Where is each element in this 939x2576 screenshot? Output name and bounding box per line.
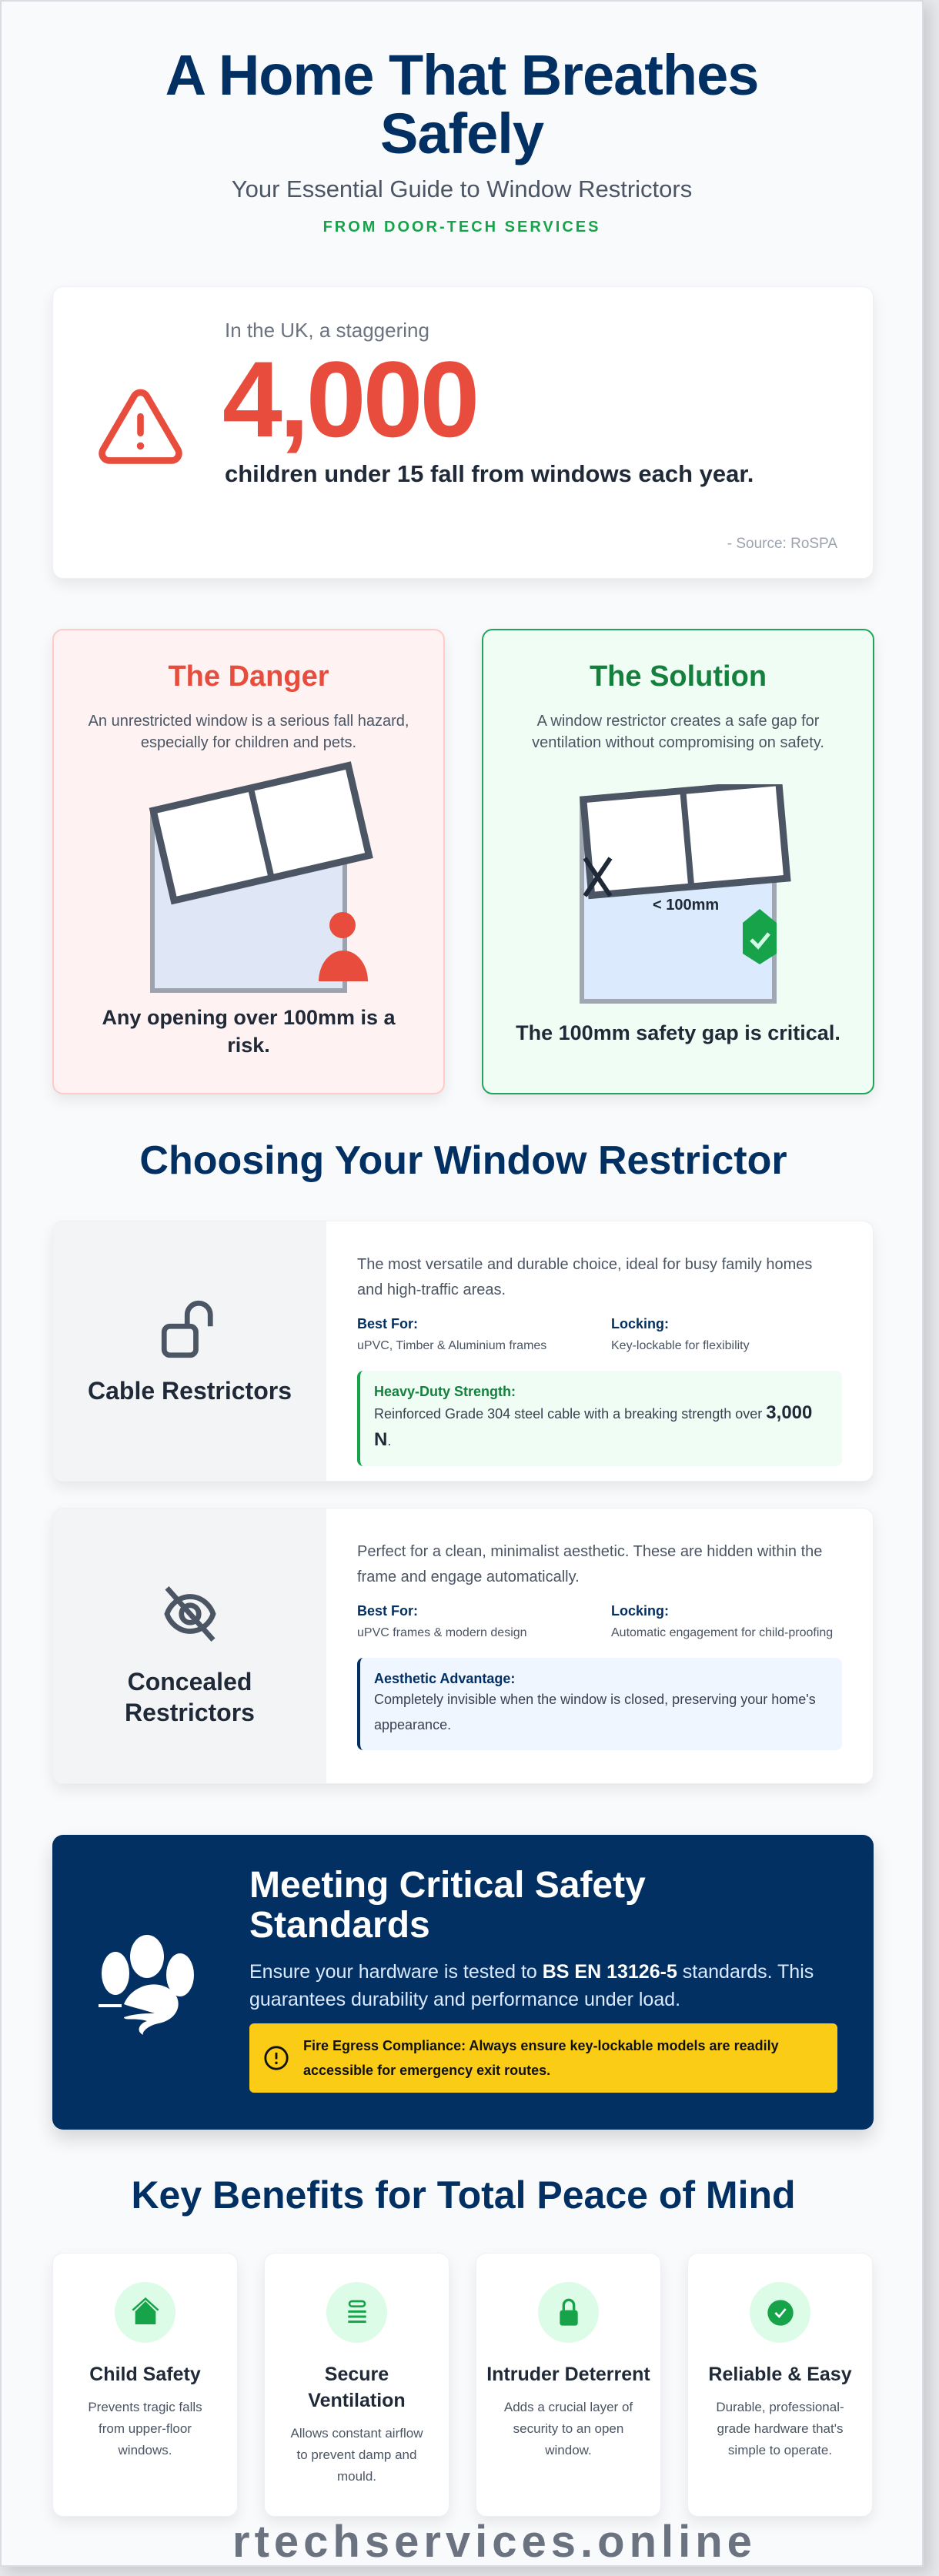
restrictor-icon-panel [53,1509,326,1783]
lock-icon [553,2297,584,2328]
best-for-label: Best For: [357,1316,419,1331]
callout-strength: 3,000 N [374,1402,813,1450]
page-title: A Home That Breathes Safely [165,43,759,165]
standards-title: Meeting Critical Safety Standards [249,1865,646,1946]
watermark: rtechservices.online [232,2517,757,2567]
statistic-card [52,286,874,579]
restrictor-details [357,1252,842,1466]
benefit-text: Allows constant airflow to prevent damp and mould. [290,2426,423,2484]
alert-circle-icon [263,2045,289,2071]
benefit-title: Intruder Deterrent [486,2364,650,2385]
callout-text: Completely invisible when the window is closed, preserving your home's appearance. [374,1692,816,1732]
stat-lead: In the UK, a staggering [225,319,429,342]
restrictor-intro: The most versatile and durable choice, ideal for busy family homes and high-traffic areas. [357,1256,813,1298]
restrictor-name: Cable Restrictors [88,1377,292,1405]
restrictor-icon-panel [53,1221,326,1481]
standards-text [249,1958,857,2013]
solution-title: The Solution [589,660,767,693]
benefit-card [264,2253,449,2517]
benefit-title: Child Safety [89,2364,201,2385]
stat-description: children under 15 fall from windows each year. [225,460,754,487]
solution-card [482,629,874,1094]
callout-text: Reinforced Grade 304 steel cable with a breaking strength over [374,1406,767,1422]
stat-number: 4,000 [222,339,477,459]
home-icon [130,2297,161,2328]
page-subtitle: Your Essential Guide to Window Restrictors [231,175,693,202]
child-figure-icon [329,912,356,938]
standards-banner [52,1835,874,2130]
check-circle-icon [765,2297,796,2328]
benefit-text: Adds a crucial layer of security to an open window. [503,2400,633,2457]
locking-value: Automatic engagement for child-proofing [611,1626,834,1639]
benefit-text: Prevents tragic falls from upper-floor windows. [88,2400,202,2457]
strength-callout [357,1371,842,1466]
eye-off-icon [155,1579,225,1649]
fire-egress-alert [249,2023,837,2093]
danger-text: An unrestricted window is a serious fall hazard, especially for children and pets. [88,713,409,751]
danger-title: The Danger [168,660,329,693]
open-window-illustration [54,760,446,998]
best-for-value: uPVC frames & modern design [357,1626,527,1639]
gap-label: < 100mm [653,897,720,914]
locking-label: Locking: [611,1316,669,1331]
benefit-title: Reliable & Easy [708,2364,852,2385]
solution-text: A window restrictor creates a safe gap for ventilation without compromising on safety. [532,713,824,751]
benefit-card [476,2253,661,2517]
benefit-card [687,2253,873,2517]
best-for-value: uPVC, Timber & Aluminium frames [357,1339,547,1352]
danger-card [52,629,445,1094]
hero [2,2,922,236]
aesthetic-callout [357,1658,842,1750]
solution-footer: The 100mm safety gap is critical. [516,1021,840,1044]
benefits-heading: Key Benefits for Total Peace of Mind [131,2173,796,2217]
benefit-text: Durable, professional-grade hardware that's simple to operate. [716,2400,844,2457]
standard-code: BS EN 13126-5 [542,1961,677,1983]
callout-title: Aesthetic Advantage: [374,1671,516,1686]
brand-tagline: FROM DOOR-TECH SERVICES [322,219,601,236]
restrictor-intro: Perfect for a clean, minimalist aesthetic. These are hidden within the frame and engage automatically. [357,1543,823,1585]
alert-text: Fire Egress Compliance: Always ensure key-lockable models are readily accessible for emergency exit routes. [303,2038,779,2078]
callout-title: Heavy-Duty Strength: [374,1384,516,1399]
standards-text-before: Ensure your hardware is tested to [249,1961,543,1983]
restrictor-card-cable [52,1221,874,1482]
restrictor-card-concealed [52,1508,874,1784]
standards-text-after: standards. This guarantees durability and performance under load. [249,1961,814,2010]
restrictor-details [357,1539,842,1750]
locking-label: Locking: [611,1603,669,1619]
stat-source: - Source: RoSPA [727,536,837,552]
choosing-heading: Choosing Your Window Restrictor [139,1138,787,1183]
warning-triangle-icon [96,387,185,468]
air-vent-icon [342,2297,373,2328]
locking-value: Key-lockable for flexibility [611,1339,750,1352]
unlock-icon [152,1295,229,1364]
benefit-title: Secure Ventilation [308,2364,406,2411]
benefit-card [52,2253,238,2517]
paw-badge-icon [97,1935,205,2035]
best-for-label: Best For: [357,1603,419,1619]
callout-end: . [387,1433,392,1448]
restrictor-name: Concealed Restrictors [125,1668,255,1726]
danger-footer: Any opening over 100mm is a risk. [102,1006,396,1057]
